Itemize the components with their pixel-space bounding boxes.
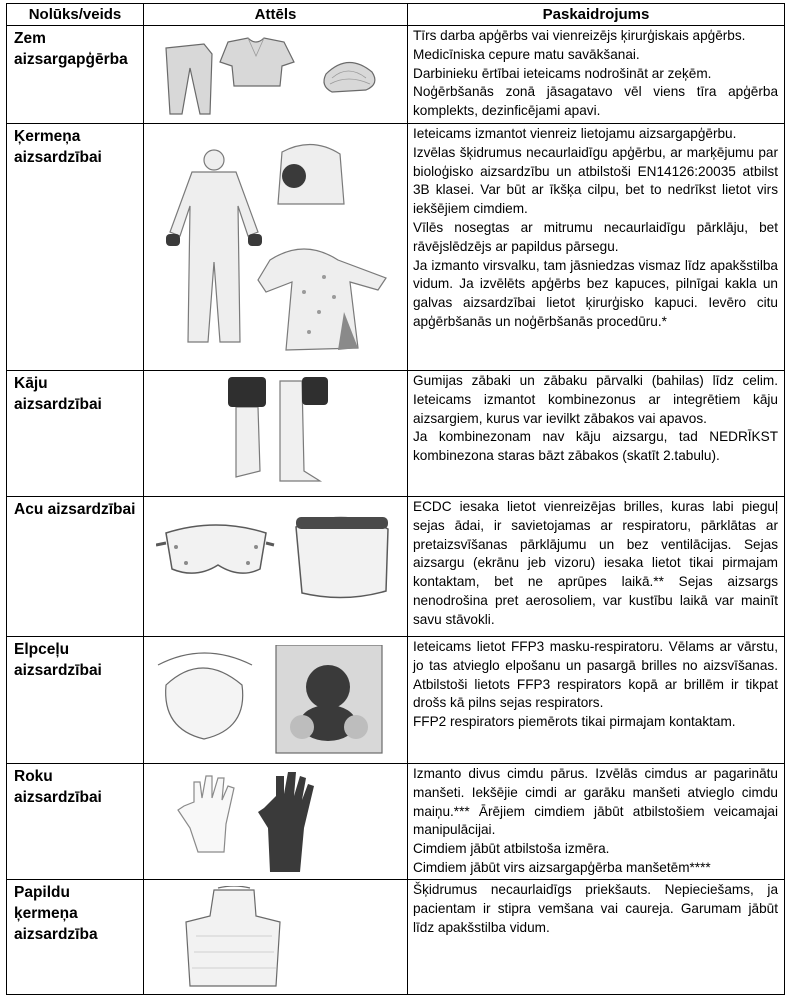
ppe-table-wrapper: [6, 3, 784, 995]
apron-icon: [180, 886, 290, 990]
table-row: [7, 124, 785, 371]
row-image: [144, 497, 408, 637]
row-purpose: Zem aizsargapģērba: [7, 26, 144, 124]
table-row: [7, 637, 785, 764]
row-image: [144, 124, 408, 371]
table-row: [7, 497, 785, 637]
row-purpose: Roku aizsardzībai: [7, 764, 144, 880]
header-row: [7, 4, 785, 26]
row-purpose: Elpceļu aizsardzībai: [7, 637, 144, 764]
row-explanation: ECDC iesaka lietot vienreizējas brilles, kuras labi pieguļ sejas ādai, ir savietojamas ar respiratoru, pārklātas ar pretaizsvīšanas pārklājumu un bez ventilācijas. Sejas aizsargu (ekrānu jeb vizoru) iesaka lietot tikai pirmajam kontaktam, bet ne aprūpes laikā.** Sejas aizsargs nenodrošina pret aerosoliem, var kustību laikā var mainīt savu stāvokli.: [408, 497, 785, 637]
row-image: [144, 880, 408, 995]
row-purpose: Kāju aizsardzībai: [7, 371, 144, 497]
row-image: [144, 26, 408, 124]
table-row: [7, 880, 785, 995]
row-purpose: Papildu ķermeņa aizsardzība: [7, 880, 144, 995]
row-explanation: Izmanto divus cimdu pārus. Izvēlās cimdus ar pagarinātu manšeti. Iekšējie cimdi ar garāku manšeti atvieglo cimdu maiņu.*** Ārējiem cimdiem jābūt atbilstošiem veicamajai manipulācijai. Cimdiem jābūt atbilstoša izmēra. Cimdiem jābūt virs aizsargapģērba manšetēm****: [408, 764, 785, 880]
respirator-masks-icon: [152, 645, 400, 755]
gloves-icon: [164, 768, 324, 876]
goggles-and-face-shield-icon: [156, 507, 396, 607]
table-row: [7, 371, 785, 497]
table-row: [7, 26, 785, 124]
header-purpose: Nolūks/veids: [7, 4, 144, 26]
boots-and-covers-icon: [224, 377, 334, 487]
header-image: Attēls: [144, 4, 408, 26]
ppe-table: [6, 3, 785, 995]
row-explanation: Šķidrumus necaurlaidīgs priekšauts. Nepieciešams, ja pacientam ir stipra vemšana vai caureja. Garumam jābūt līdz apakšstilba vidum.: [408, 880, 785, 995]
row-explanation: Ieteicams izmantot vienreiz lietojamu aizsargapģērbu. Izvēlas šķidrumus necaurlaidīgu apģērbu, ar marķējumu par bioloģisko aizsardzību un atbilstoši EN14126:20035 atbilst 3B klasei. Var būt ar īkšķa cilpu, bet to nedrīkst lietot virs iekšējiem cimdiem. Vīlēs nosegtas ar mitrumu necaurlaidīgu pārklāju, bet rāvējslēdzējs ar papildus pārsegu. Ja izmanto virsvalku, tam jāsniedzas vismaz līdz apakšstilba vidum. Ja izvēlēts apģērbs bez kapuces, pilnīgai kakla un galvas aizsardzībai lietot ķirurģisko kapuci. Ievēro citu apģērbšanās un noģērbšanās procedūru.*: [408, 124, 785, 371]
row-image: [144, 371, 408, 497]
scrubs-and-cap-icon: [156, 34, 386, 118]
table-row: [7, 764, 785, 880]
row-explanation: Tīrs darba apģērbs vai vienreizējs ķirurģiskais apģērbs. Medicīniska cepure matu savākšanai. Darbinieku ērtībai ieteicams nodrošināt ar zeķēm. Noģērbšanās zonā jāsagatavo vēl viens tīra apģērba komplekts, dezinficējami apavi.: [408, 26, 785, 124]
header-explanation: Paskaidrojums: [408, 4, 785, 26]
row-image: [144, 637, 408, 764]
row-purpose: Acu aizsardzībai: [7, 497, 144, 637]
row-image: [144, 764, 408, 880]
row-explanation: Ieteicams lietot FFP3 masku-respiratoru. Vēlams ar vārstu, jo tas atvieglo elpošanu un pasargā brilles no aizsvīšanas. Atbilstoši lietots FFP3 respirators kopā ar brillēm ir tikpat drošs kā pilns sejas respirators. FFP2 respirators piemērots tikai pirmajam kontaktam.: [408, 637, 785, 764]
row-purpose: Ķermeņa aizsardzībai: [7, 124, 144, 371]
coverall-hood-gown-icon: [154, 142, 398, 366]
row-explanation: Gumijas zābaki un zābaku pārvalki (bahilas) līdz celim. Ieteicams izmantot kombinezonus ar integrētiem kāju aizsargiem, kurus var ievilkt zābakos vai apavos. Ja kombinezonam nav kāju aizsargu, tad NEDRĪKST kombinezona staras bāzt zābakos (skatīt 2.tabulu).: [408, 371, 785, 497]
